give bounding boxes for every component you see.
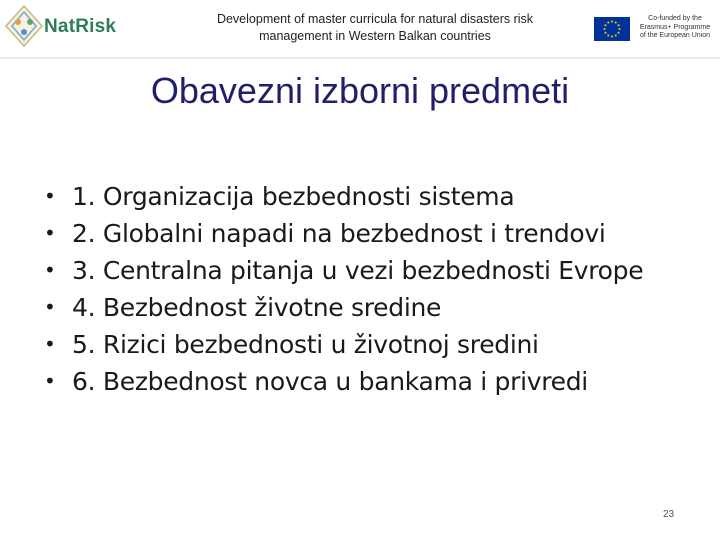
eu-star-icon [615,35,617,37]
list-item [44,363,643,400]
project-title [180,11,570,45]
eu-star-icon [604,28,606,30]
bullet-icon: • [44,369,56,393]
list-item [44,252,643,289]
logo-text: NatRisk [44,16,117,37]
project-title-line-2: management in Western Balkan countries [259,29,491,43]
list-item [44,178,643,215]
list-item [44,289,643,326]
bullet-icon: • [44,221,56,245]
list-item-text: 2. Globalni napadi na bezbednost i trendovi [72,219,606,248]
eu-star-icon [611,21,613,23]
eu-star-icon [615,22,617,24]
list-item-text: 6. Bezbednost novca u bankama i privredi [72,367,588,396]
list-item-text: 5. Rizici bezbednosti u životnoj sredini [72,330,539,359]
eu-star-icon [607,22,609,24]
course-list [44,178,643,400]
eu-text-line-3: of the European Union [639,32,711,39]
list-item-text: 1. Organizacija bezbednosti sistema [72,182,515,211]
header-divider [0,57,720,59]
bullet-icon: • [44,184,56,208]
eu-cofunding-text [634,15,716,41]
bullet-icon: • [44,332,56,356]
eu-text-line-2: Erasmus+ Programme [639,23,711,31]
slide-header [0,0,720,52]
list-item-text: 3. Centralna pitanja u vezi bezbednosti Evrope [72,256,644,285]
page-number: 23 [663,509,675,520]
project-title-line-1: Development of master curricula for natural disasters risk [216,12,534,26]
list-item-text: 4. Bezbednost životne sredine [72,293,442,322]
eu-flag-icon [594,17,630,41]
eu-cofunding-logo [594,14,716,42]
eu-text-line-1: Co-funded by the [648,15,702,22]
eu-star-icon [605,24,607,26]
eu-star-icon [605,32,607,34]
natrisk-diamond-icon [4,4,44,48]
bullet-icon: • [44,295,56,319]
list-item [44,326,643,363]
eu-star-icon [611,36,613,38]
slide-title: Obavezni izborni predmeti [150,70,570,111]
eu-star-icon [619,28,621,30]
eu-star-icon [607,35,609,37]
bullet-icon: • [44,258,56,282]
eu-star-icon [618,32,620,34]
natrisk-logo [4,4,117,48]
list-item [44,215,643,252]
eu-star-icon [618,24,620,26]
